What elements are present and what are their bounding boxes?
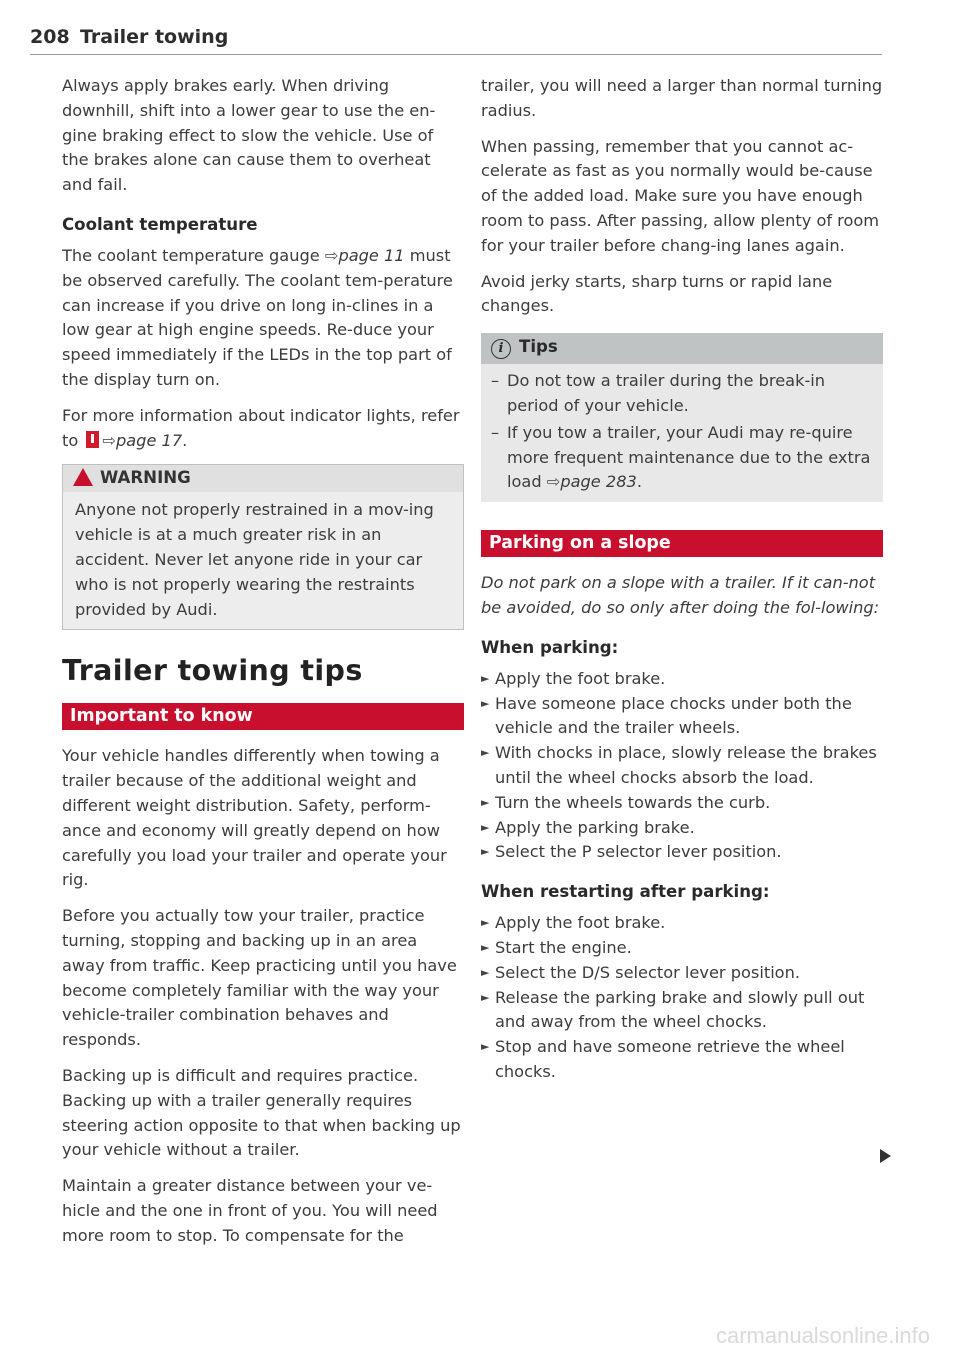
step-text: Turn the wheels towards the curb.: [495, 792, 771, 812]
when-parking-heading: When parking:: [481, 637, 619, 657]
step-text: Start the engine.: [495, 937, 632, 957]
step-text: With chocks in place, slowly release the brakes until the wheel chocks absorb the load.: [495, 743, 877, 787]
list-item: [481, 840, 883, 865]
page-reference-link[interactable]: page 283: [560, 472, 637, 492]
step-text: Have someone place chocks under both the vehicle and the trailer wheels.: [495, 693, 852, 738]
warning-label: WARNING: [100, 468, 191, 488]
list-item: [481, 741, 883, 791]
list-item: [481, 816, 883, 841]
bullet-arrow-icon: ►: [481, 845, 490, 859]
bullet-arrow-icon: ►: [481, 940, 490, 954]
tips-label: Tips: [519, 337, 558, 357]
arrow-icon: ⇨: [324, 245, 339, 265]
paragraph: Always apply brakes early. When driving downhill, shift into a lower gear to use the en-gine braking effect to slow the vehicle. Use of the brakes alone can cause them to overheat and fail.: [62, 76, 436, 195]
bullet-arrow-icon: ►: [481, 916, 490, 930]
arrow-icon: ⇨: [546, 472, 561, 492]
page-reference-link[interactable]: page 11: [338, 245, 405, 265]
paragraph: Avoid jerky starts, sharp turns or rapid lane changes.: [481, 271, 833, 316]
tip-item: [491, 369, 873, 419]
important-section-bar: Important to know: [62, 703, 464, 730]
right-column: [481, 74, 883, 1085]
step-text: Apply the foot brake.: [495, 913, 666, 933]
list-item: [481, 692, 883, 742]
step-text: Apply the foot brake.: [495, 668, 666, 688]
bullet-arrow-icon: ►: [481, 990, 490, 1004]
coolant-heading: Coolant temperature: [62, 214, 258, 234]
warning-triangle-icon: [73, 468, 93, 486]
when-restarting-heading: When restarting after parking:: [481, 882, 770, 902]
text-run: .: [636, 472, 642, 492]
bullet-arrow-icon: ►: [481, 795, 490, 809]
list-item: [481, 986, 883, 1036]
page-reference-link[interactable]: page 17: [115, 430, 183, 450]
text-run: must be observed carefully. The coolant tem-perature can increase if you drive on long in-clines in a low gear at high engine speeds. Re-duce your speed immediately if the LEDs in the top part of the display turn on.: [62, 245, 453, 389]
parking-steps-list: [481, 667, 883, 865]
paragraph: [62, 404, 464, 454]
text-run: The coolant temperature gauge: [62, 245, 325, 265]
tip-item: [491, 421, 873, 495]
list-item: [481, 791, 883, 816]
paragraph: [62, 244, 464, 393]
bullet-arrow-icon: ►: [481, 820, 490, 834]
text-run: For more information about indicator lights, refer to: [62, 405, 460, 450]
dash-marker: –: [491, 422, 500, 442]
warning-text: Anyone not properly restrained in a mov-ing vehicle is at a much greater risk in an accident. Never let anyone ride in your car who is not properly wearing the restraints provided by Audi.: [75, 500, 434, 619]
tips-body: [481, 364, 883, 502]
list-item: [481, 667, 883, 692]
bullet-arrow-icon: ►: [481, 671, 490, 685]
section-title: Trailer towing: [80, 26, 229, 48]
paragraph: trailer, you will need a larger than normal turning radius.: [481, 76, 883, 120]
step-text: Release the parking brake and slowly pull out and away from the wheel chocks.: [495, 987, 865, 1032]
warning-header: [63, 465, 463, 492]
tip-text: If you tow a trailer, your Audi may re-quire more frequent maintenance due to the extra load: [507, 422, 871, 492]
bullet-arrow-icon: ►: [481, 696, 490, 710]
info-circle-icon: i: [491, 339, 511, 359]
continue-arrow-icon: [880, 1149, 891, 1163]
parking-section-bar: Parking on a slope: [481, 530, 883, 557]
step-text: Stop and have someone retrieve the wheel chocks.: [495, 1037, 845, 1081]
warning-box: [62, 464, 464, 630]
page-header: [30, 24, 882, 55]
text-run: .: [182, 430, 188, 450]
chapter-title: Trailer towing tips: [62, 654, 363, 688]
bullet-arrow-icon: ►: [481, 746, 490, 760]
coolant-indicator-icon: [86, 431, 99, 448]
list-item: [481, 936, 883, 961]
step-text: Select the P selector lever position.: [495, 842, 782, 862]
tips-header: [481, 333, 883, 364]
paragraph: When passing, remember that you cannot ac-celerate as fast as you normally would be-cause of the added load. Make sure you have enough room to pass. After passing, allow plenty of room for your trailer before chang-ing lanes again.: [481, 136, 880, 255]
page-number: 208: [30, 26, 70, 48]
list-item: [481, 1035, 883, 1085]
list-item: [481, 961, 883, 986]
paragraph: Your vehicle handles differently when towing a trailer because of the additional weight and different weight distribution. Safety, perform-ance and economy will greatly depend on how carefully you load your trailer and operate your rig.: [62, 746, 447, 890]
bullet-arrow-icon: ►: [481, 965, 490, 979]
paragraph: Backing up is difficult and requires practice. Backing up with a trailer generally requires steering action opposite to that when backing up your vehicle without a trailer.: [62, 1065, 461, 1160]
paragraph: Maintain a greater distance between your ve-hicle and the one in front of you. You will need more room to stop. To compensate for the: [62, 1176, 438, 1245]
dash-marker: –: [491, 371, 500, 391]
tips-box: [481, 333, 883, 502]
warning-body: [63, 492, 463, 629]
paragraph: Before you actually tow your trailer, practice turning, stopping and backing up in an area away from traffic. Keep practicing until you have become completely familiar with the way your vehicle-trailer combination behaves and responds.: [62, 906, 457, 1050]
step-text: Select the D/S selector lever position.: [495, 962, 800, 982]
left-column: [62, 74, 464, 1259]
bullet-arrow-icon: ►: [481, 1040, 490, 1054]
restart-steps-list: [481, 911, 883, 1085]
tip-text: Do not tow a trailer during the break-in period of your vehicle.: [507, 371, 826, 415]
arrow-icon: ⇨: [102, 430, 116, 450]
step-text: Apply the parking brake.: [495, 817, 695, 837]
parking-intro: Do not park on a slope with a trailer. If it can-not be avoided, do so only after doing the fol-lowing:: [481, 573, 880, 617]
list-item: [481, 911, 883, 936]
watermark: carmanualsonline.info: [715, 1323, 930, 1348]
